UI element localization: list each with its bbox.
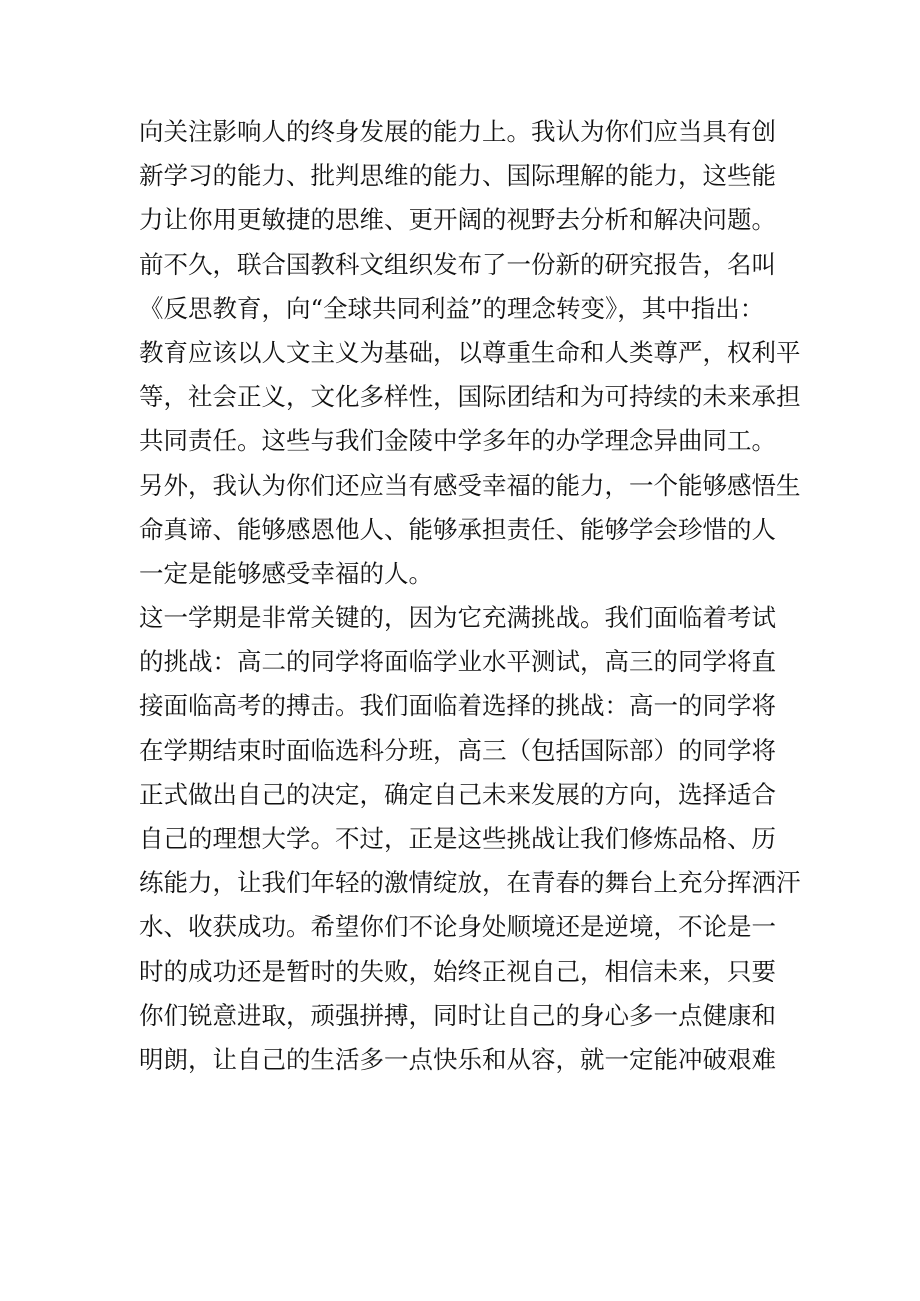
body-text bbox=[139, 110, 799, 1082]
text-line: 命真谛、能够感恩他人、能够承担责任、能够学会珍惜的人 bbox=[139, 514, 776, 544]
text-line: 练能力，让我们年轻的激情绽放，在青春的舞台上充分挥洒汗 bbox=[139, 868, 801, 898]
text-line: 新学习的能力、批判思维的能力、国际理解的能力，这些能 bbox=[139, 161, 776, 191]
text-line: 正式做出自己的决定，确定自己未来发展的方向，选择适合 bbox=[139, 779, 776, 809]
text-line: 水、收获成功。希望你们不论身处顺境还是逆境，不论是一 bbox=[139, 912, 776, 942]
text-line: 接面临高考的搏击。我们面临着选择的挑战：高一的同学将 bbox=[139, 691, 776, 721]
text-line: 《反思教育，向“全球共同利益”的理念转变》，其中指出： bbox=[139, 293, 765, 323]
text-line: 明朗，让自己的生活多一点快乐和从容，就一定能冲破艰难 bbox=[139, 1044, 776, 1074]
text-line: 共同责任。这些与我们金陵中学多年的办学理念异曲同工。 bbox=[139, 426, 776, 456]
text-line: 另外，我认为你们还应当有感受幸福的能力，一个能够感悟生 bbox=[139, 470, 801, 500]
text-line: 的挑战：高二的同学将面临学业水平测试，高三的同学将直 bbox=[139, 647, 776, 677]
text-line: 自己的理想大学。不过，正是这些挑战让我们修炼品格、历 bbox=[139, 824, 776, 853]
text-line: 一定是能够感受幸福的人。 bbox=[139, 558, 433, 588]
text-line: 时的成功还是暂时的失败，始终正视自己，相信未来，只要 bbox=[139, 956, 776, 986]
text-line: 力让你用更敏捷的思维、更开阔的视野去分析和解决问题。 bbox=[139, 205, 776, 235]
text-line: 等，社会正义，文化多样性，国际团结和为可持续的未来承担 bbox=[139, 382, 801, 412]
text-line: 这一学期是非常关键的，因为它充满挑战。我们面临着考试 bbox=[139, 603, 776, 633]
text-line: 向关注影响人的终身发展的能力上。我认为你们应当具有创 bbox=[139, 117, 776, 146]
text-line: 你们锐意进取，顽强拼搏，同时让自己的身心多一点健康和 bbox=[139, 1000, 776, 1030]
text-line: 前不久，联合国教科文组织发布了一份新的研究报告，名叫 bbox=[139, 249, 776, 279]
text-line: 在学期结束时面临选科分班，高三（包括国际部）的同学将 bbox=[139, 735, 776, 765]
text-line: 教育应该以人文主义为基础，以尊重生命和人类尊严，权利平 bbox=[139, 337, 801, 367]
